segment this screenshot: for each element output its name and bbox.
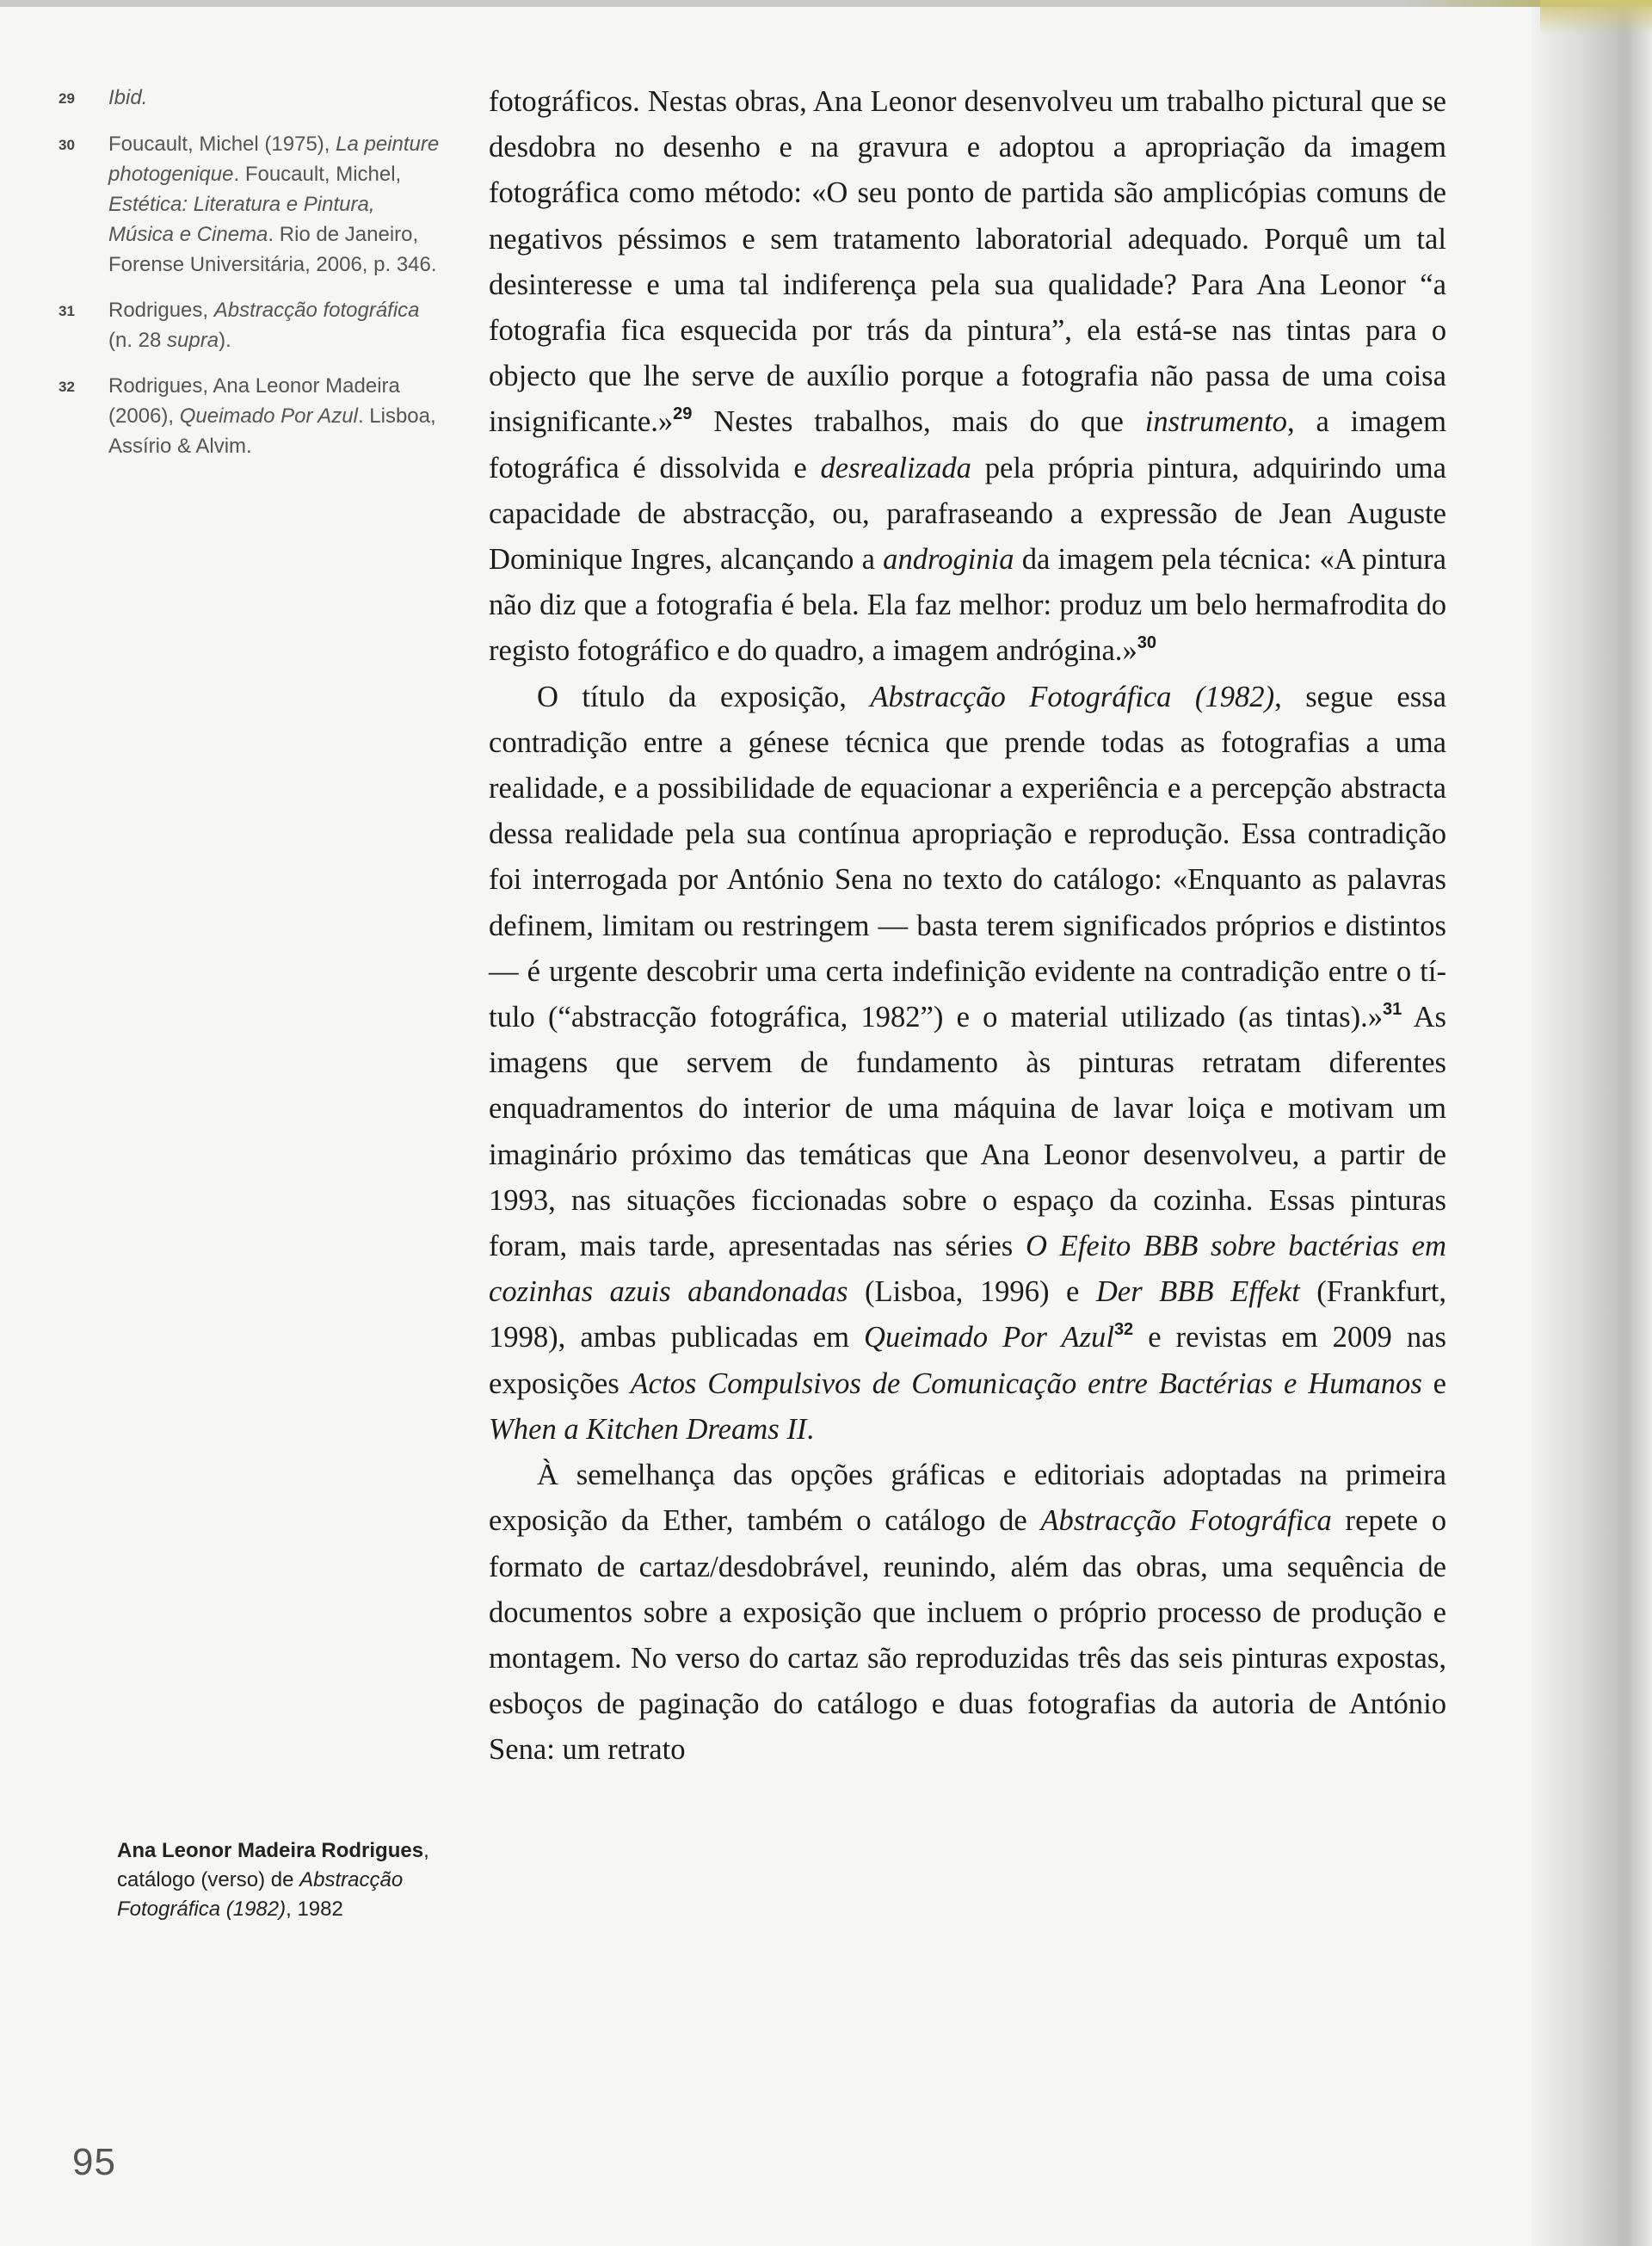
text-run: da imagem pela técnica: «A pintura não diz que a fotografia é bela. Ela faz melhor: produz um belo hermafrodita do registo fotográfico e do quadro, a imagem andrógina.» — [489, 543, 1446, 668]
italic-text: Queimado Por Azul — [864, 1321, 1114, 1354]
footnote-number: 31 — [59, 303, 75, 319]
footnote-number: 29 — [59, 90, 75, 107]
text-run: À semelhança das opções gráficas e editoriais adoptadas na primeira exposição da Ether, também o catálogo de — [489, 1459, 1446, 1538]
text-run: Rodrigues, — [108, 299, 214, 322]
footnotes-column — [59, 83, 446, 477]
italic-text: Estética: Literatura e Pintura, Música e Cinema — [108, 193, 375, 246]
text-run: Foucault, Michel (1975), — [108, 133, 336, 156]
text-run: repete o formato de cartaz/desdobrável, reunindo, além das obras, uma sequência de documentos sobre a exposição que incluem o próprio processo de produção e montagem. No verso do cartaz são reproduzidas três das seis pinturas expostas, esboços de paginação do catálogo e duas fotografias da autoria de António Sena: um retrato — [489, 1504, 1447, 1767]
italic-text: androginia — [883, 543, 1014, 577]
book-binding-shadow — [1532, 0, 1652, 2246]
footnote-text — [108, 83, 446, 114]
text-run: e revistas em 2009 nas exposições — [489, 1321, 1446, 1400]
bold-text: Ana Leonor Madeira Rodrigues — [117, 1839, 424, 1862]
text-run: . Rio de Janeiro, Forense Universitária, 2006, p. 346. — [108, 223, 437, 276]
main-body-text — [489, 79, 1446, 1774]
text-run: (n. 28 — [108, 329, 168, 352]
italic-text: Queimado Por Azul — [179, 404, 358, 428]
italic-text: Ibid. — [108, 86, 148, 109]
text-run: , 1982 — [286, 1897, 343, 1921]
body-paragraph — [489, 1453, 1446, 1773]
body-paragraph — [489, 79, 1446, 675]
text-run: Nestes trabalhos, mais do que — [692, 405, 1145, 439]
italic-text: La peinture photogenique — [108, 133, 440, 186]
footnote — [59, 129, 446, 280]
italic-text: Abstracção Fotográfica — [1040, 1504, 1332, 1538]
text-run: O título da exposição, — [537, 680, 871, 713]
italic-text: Actos Compulsivos de Comunicação entre Bactérias e Humanos — [630, 1367, 1422, 1400]
footnote — [59, 83, 446, 114]
footnote-reference: 31 — [1383, 1000, 1402, 1020]
italic-text: Abstracção Fotográfica (1982) — [117, 1868, 404, 1921]
italic-text: O Efeito BBB sobre bactérias em cozinhas azuis abandonadas — [489, 1230, 1447, 1309]
body-paragraph — [489, 675, 1446, 1453]
text-run: pela própria pintura, adquirindo uma capacidade de abstracção, ou, parafraseando a expressão de Jean Auguste Dominique Ingres, alcançando a — [489, 451, 1446, 577]
page-corner-tint — [1540, 0, 1652, 34]
footnote — [59, 295, 446, 355]
figure-caption — [117, 1836, 444, 1924]
text-run: . Foucault, Michel, — [233, 163, 402, 186]
text-run: . — [806, 1412, 815, 1446]
text-run: ). — [219, 329, 231, 352]
text-run: , a imagem fotográfica é dissolvida e — [489, 405, 1446, 484]
text-run: (Lisboa, 1996) e — [848, 1275, 1096, 1309]
page-number: 95 — [72, 2141, 116, 2183]
italic-text: Abstracção Fotográfica (1982) — [870, 680, 1275, 713]
footnote-text — [108, 129, 446, 280]
italic-text: Der BBB Effekt — [1095, 1275, 1300, 1309]
footnote-text — [108, 295, 446, 355]
text-run: , catálogo (verso) de — [117, 1839, 429, 1891]
italic-text: When a Kitchen Dreams II — [489, 1412, 807, 1446]
page-top-edge — [0, 0, 1652, 7]
footnote-number: 32 — [59, 379, 75, 395]
italic-text: Abstracção fotográfica — [213, 299, 420, 322]
footnote-number: 30 — [59, 137, 75, 153]
text-run: . Lisboa, Assírio & Alvim. — [108, 404, 436, 458]
footnote-reference: 32 — [1113, 1320, 1134, 1340]
italic-text: desrealizada — [820, 451, 971, 484]
footnote-reference: 30 — [1137, 633, 1156, 653]
text-run: (Frankfurt, 1998), ambas publicadas em — [489, 1275, 1446, 1354]
text-run: Rodrigues, Ana Leonor Madeira (2006), — [108, 374, 400, 428]
footnote — [59, 371, 446, 461]
footnote-reference: 29 — [673, 404, 693, 424]
text-run: , segue essa contradição entre a génese técnica que prende todas as fotografias a uma realidade, e a possibilidade de equacionar a experiência e a percepção abstracta dessa realidade pela sua contínua apropriação e reprodução. Essa contradição foi interrogada por António Sena no texto do catálogo: «Enquanto as palavras definem, limitam ou restringem — basta terem significados próprios e distintos — é urgente descobrir uma certa indefinição evidente na contradição entre o título (“abstracção fotográfica, 1982”) e o material utilizado (as tintas).» — [489, 680, 1446, 1034]
text-run: e — [1421, 1367, 1446, 1400]
text-run: fotográficos. Nestas obras, Ana Leonor desenvolveu um trabalho pictural que se desdobra no desenho e na gravura e adoptou a apropriação da imagem fotográfica como método: «O seu ponto de partida são amplicópias comuns de negativos péssimos e sem tratamento laboratorial adequado. Porquê um tal desinteresse e uma tal indiferença pela sua qualidade? Para Ana Leonor “a fotografia fica esquecida por trás da pintura”, ela está-se nas tintas para o objecto que lhe serve de auxílio porque a fotografia não passa de uma coisa insignificante.» — [489, 85, 1446, 439]
text-run: As imagens que servem de fundamento às pinturas retratam diferentes enquadramentos do interior de uma máquina de lavar loiça e motivam um imaginário próximo das temáticas que Ana Leonor desenvolveu, a partir de 1993, nas situações ficcionadas sobre o espaço da cozinha. Essas pinturas foram, mais tarde, apresentadas nas séries — [489, 1001, 1446, 1263]
italic-text: instrumento — [1144, 405, 1287, 439]
italic-text: supra — [167, 329, 219, 352]
footnote-text — [108, 371, 446, 461]
